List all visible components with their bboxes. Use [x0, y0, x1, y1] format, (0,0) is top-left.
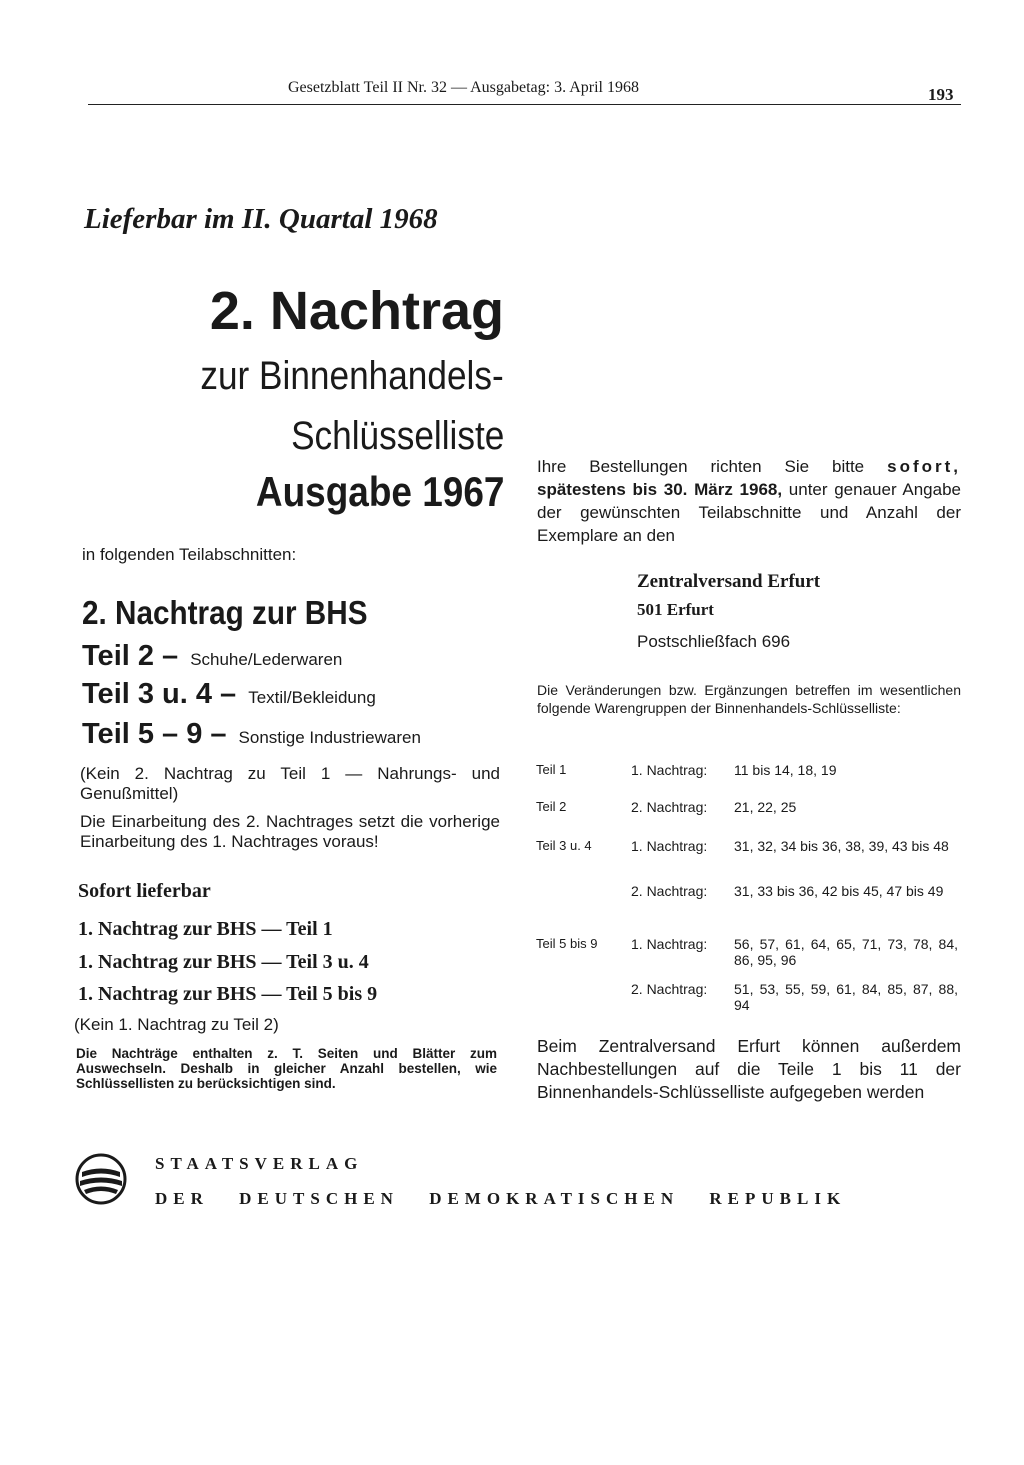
no-supplement-note: (Kein 2. Nachtrag zu Teil 1 — Nahrungs- und Genußmittel): [80, 764, 500, 803]
page-number: 193: [928, 85, 954, 104]
teil-row: [82, 718, 421, 751]
table-cell-supplement: 1. Nachtrag:: [631, 936, 708, 952]
table-cell-supplement: 2. Nachtrag:: [631, 799, 708, 815]
exchange-note: Die Nachträge enthalten z. T. Seiten und Blätter zum Auswechseln. Deshalb in gleicher Anzahl bestellen, wie Schlüssellisten zu berücksichtigen sind.: [76, 1046, 497, 1091]
running-head: Gesetzblatt Teil II Nr. 32 — Ausgabetag: 3. April 1968: [288, 79, 639, 96]
order-post: unter genauer Angabe der gewünschten Teilabschnitte und Anzahl der Exemplare an den: [537, 480, 961, 545]
teil-row: [82, 678, 376, 711]
teil-name: Teil 2 –: [82, 640, 179, 672]
table-cell-supplement: 2. Nachtrag:: [631, 883, 708, 899]
immediate-item: 1. Nachtrag zur BHS — Teil 5 bis 9: [78, 983, 378, 1005]
publisher-name: STAATSVERLAG: [155, 1154, 364, 1173]
header-rule: [88, 104, 961, 105]
table-cell-groups: 21, 22, 25: [734, 799, 797, 815]
title-line-4: Ausgabe 1967: [255, 468, 504, 515]
immediate-heading: Sofort lieferbar: [78, 880, 211, 902]
order-spaced: sofort,: [887, 457, 961, 476]
immediate-item: 1. Nachtrag zur BHS — Teil 1: [78, 918, 333, 940]
table-cell-groups: 11 bis 14, 18, 19: [734, 762, 837, 778]
table-cell-teil: Teil 3 u. 4: [536, 838, 592, 853]
bhs-heading: 2. Nachtrag zur BHS: [82, 594, 368, 631]
table-cell-supplement: 1. Nachtrag:: [631, 838, 708, 854]
teil-desc: Textil/Bekleidung: [248, 688, 376, 707]
table-cell-teil: Teil 5 bis 9: [536, 936, 598, 951]
teil-desc: Schuhe/Lederwaren: [190, 650, 343, 669]
recipient-box: Postschließfach 696: [637, 632, 791, 651]
teil-name: Teil 5 – 9 –: [82, 718, 227, 750]
title-line-1: 2. Nachtrag: [209, 281, 504, 341]
table-cell-teil: Teil 1: [536, 762, 567, 777]
reorder-text: Beim Zentralversand Erfurt können außerdem Nachbestellungen auf die Teile 1 bis 11 der Binnenhandels-Schlüsselliste aufgegeben werden: [537, 1036, 961, 1102]
recipient-name: Zentralversand Erfurt: [637, 571, 821, 592]
teil-row: [82, 640, 342, 673]
order-pre: Ihre Bestellungen richten Sie bitte: [537, 457, 865, 476]
order-instructions: [537, 455, 961, 547]
teil-desc: Sonstige Industriewaren: [238, 728, 421, 747]
publisher-logo-icon: [74, 1152, 128, 1211]
table-cell-groups: 56, 57, 61, 64, 65, 71, 73, 78, 84, 86, 95, 96: [734, 936, 958, 968]
immediate-item: 1. Nachtrag zur BHS — Teil 3 u. 4: [78, 951, 369, 973]
order-deadline: spätestens bis 30. März 1968,: [537, 480, 783, 499]
sections-intro: in folgenden Teilabschnitten:: [82, 545, 297, 564]
teil2-note: (Kein 1. Nachtrag zu Teil 2): [74, 1015, 279, 1034]
table-cell-supplement: 1. Nachtrag:: [631, 762, 708, 778]
table-cell-groups: 31, 32, 34 bis 36, 38, 39, 43 bis 48: [734, 838, 949, 854]
availability-heading: Lieferbar im II. Quartal 1968: [84, 203, 438, 235]
teil-name: Teil 3 u. 4 –: [82, 678, 237, 710]
incorporation-note: Die Einarbeitung des 2. Nachtrages setzt die vorherige Einarbeitung des 1. Nachtrages voraus!: [80, 812, 500, 851]
publisher-country: DER DEUTSCHEN DEMOKRATISCHEN REPUBLIK: [155, 1189, 847, 1208]
changes-intro: Die Veränderungen bzw. Ergänzungen betreffen im wesentlichen folgende Warengruppen der Binnenhandels-Schlüsselliste:: [537, 682, 961, 716]
title-line-3: Schlüsselliste: [290, 414, 504, 458]
table-cell-teil: Teil 2: [536, 799, 567, 814]
table-cell-groups: 31, 33 bis 36, 42 bis 45, 47 bis 49: [734, 883, 944, 899]
table-cell-supplement: 2. Nachtrag:: [631, 981, 708, 997]
table-cell-groups: 51, 53, 55, 59, 61, 84, 85, 87, 88, 94: [734, 981, 958, 1013]
title-line-2: zur Binnenhandels-: [200, 354, 504, 398]
recipient-city: 501 Erfurt: [637, 600, 714, 619]
